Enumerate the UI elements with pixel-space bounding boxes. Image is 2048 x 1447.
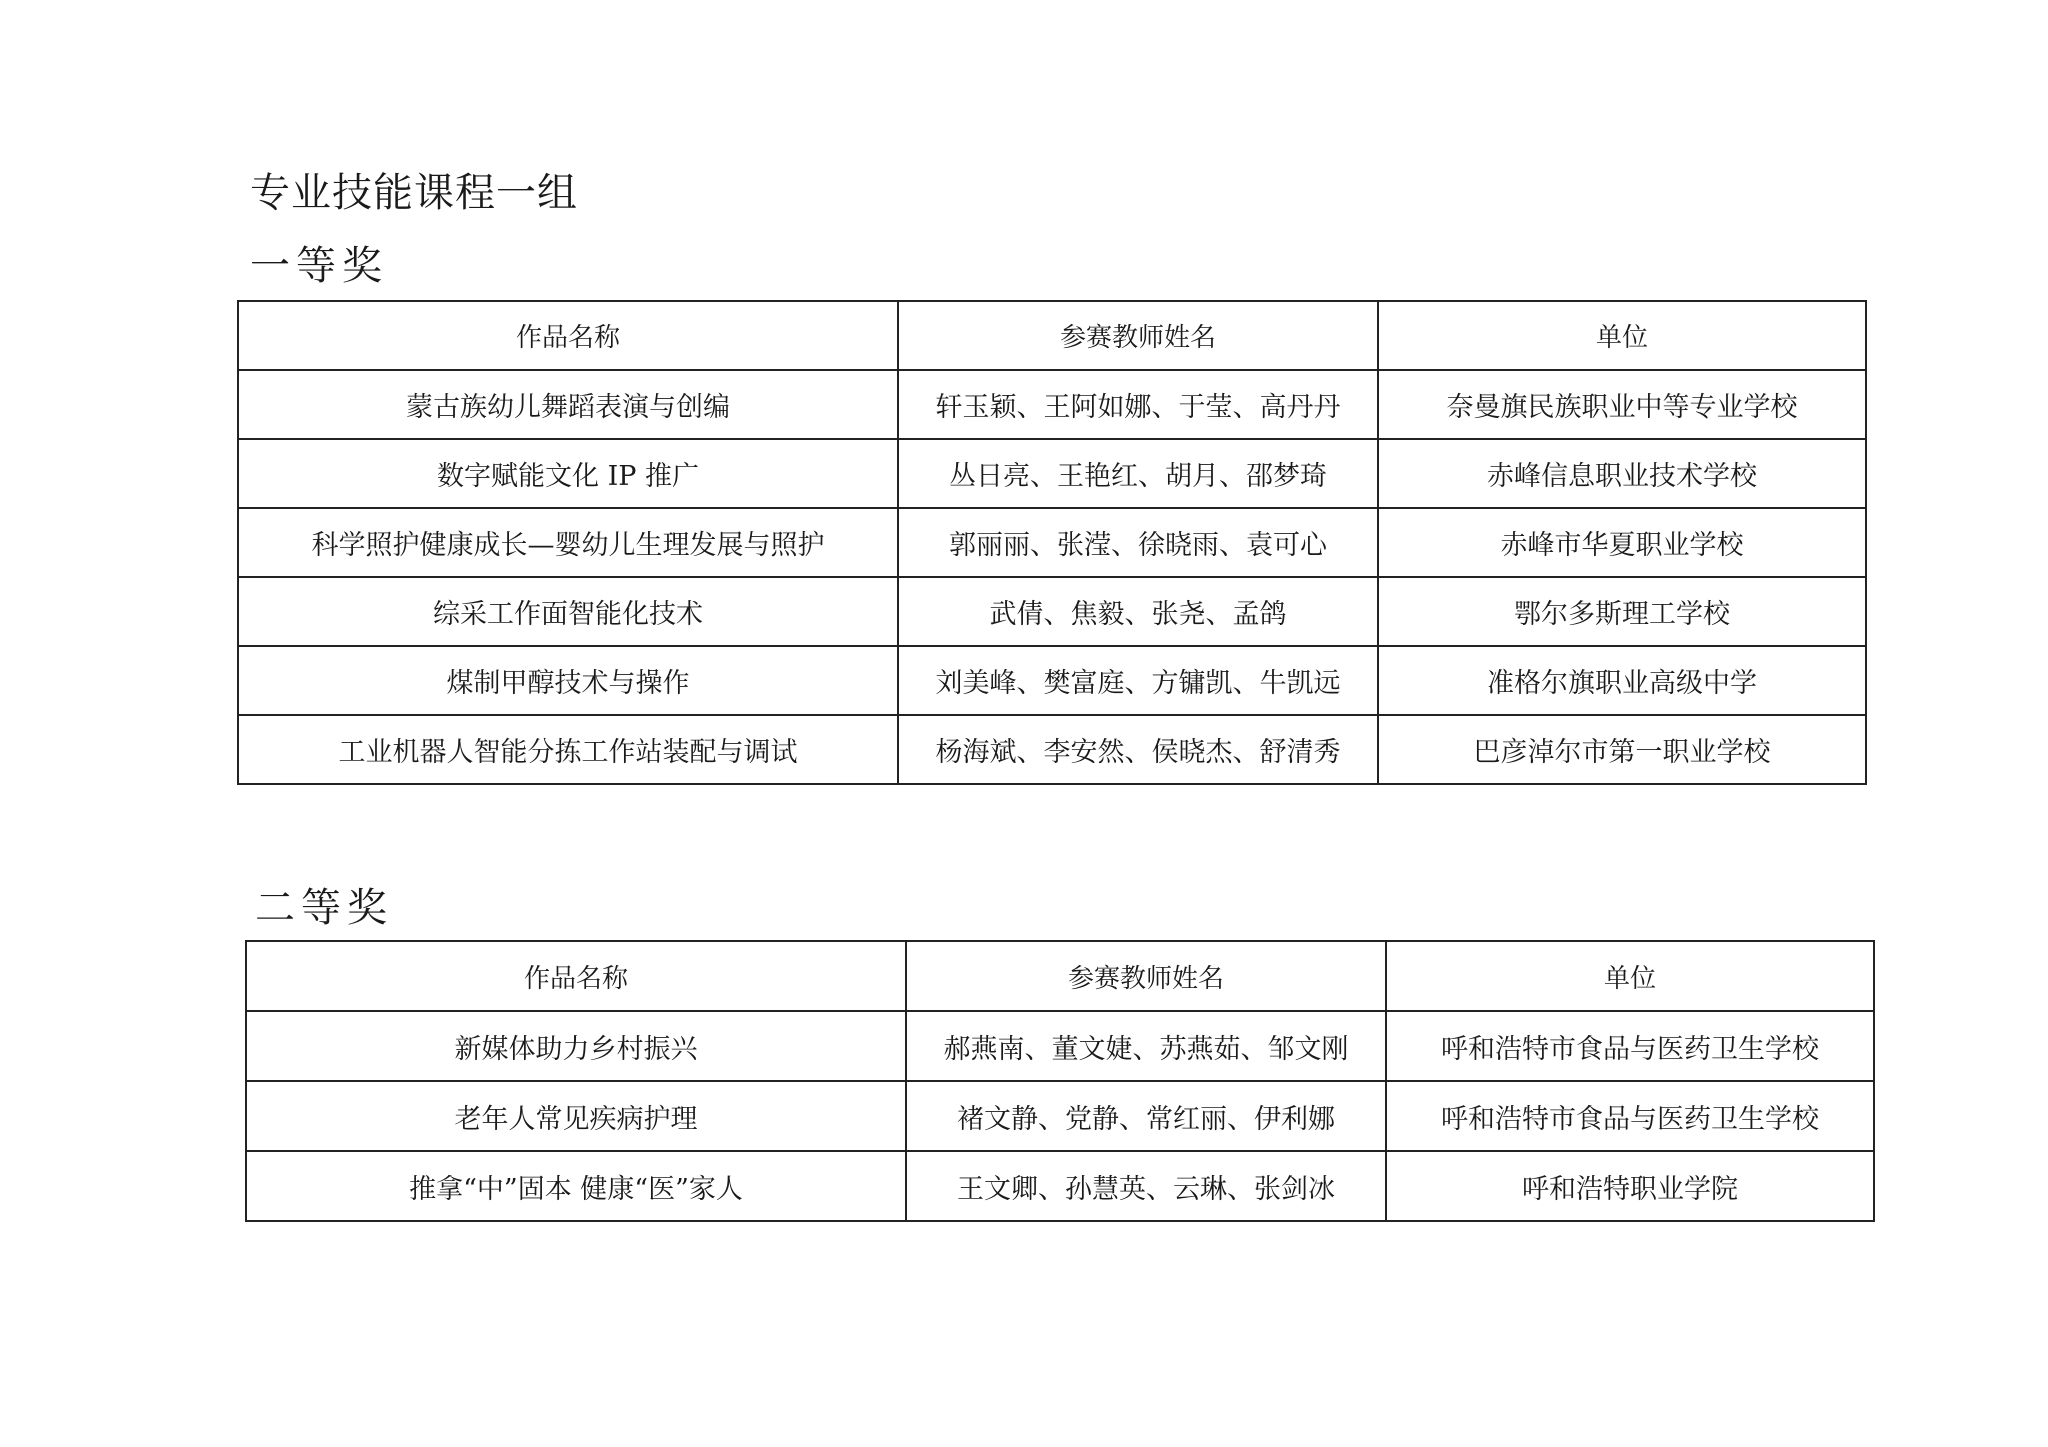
table-row xyxy=(246,1081,1874,1151)
teachers-cell: 王文卿、孙慧英、云琳、张剑冰 xyxy=(906,1151,1386,1221)
table-row xyxy=(238,508,1866,577)
second-prize-table xyxy=(245,940,1875,1222)
work-title-cell: 蒙古族幼儿舞蹈表演与创编 xyxy=(238,370,898,439)
table-row xyxy=(238,577,1866,646)
unit-cell: 准格尔旗职业高级中学 xyxy=(1378,646,1866,715)
work-title-cell: 煤制甲醇技术与操作 xyxy=(238,646,898,715)
work-title-cell: 工业机器人智能分拣工作站装配与调试 xyxy=(238,715,898,784)
column-header-unit: 单位 xyxy=(1378,301,1866,370)
work-title-cell: 科学照护健康成长—婴幼儿生理发展与照护 xyxy=(238,508,898,577)
table-row xyxy=(238,370,1866,439)
table-header-row xyxy=(246,941,1874,1011)
table-row xyxy=(238,715,1866,784)
teachers-cell: 武倩、焦毅、张尧、孟鸽 xyxy=(898,577,1378,646)
teachers-cell: 丛日亮、王艳红、胡月、邵梦琦 xyxy=(898,439,1378,508)
unit-cell: 呼和浩特市食品与医药卫生学校 xyxy=(1386,1011,1874,1081)
column-header-work: 作品名称 xyxy=(238,301,898,370)
page-title: 专业技能课程一组 xyxy=(250,170,578,216)
teachers-cell: 轩玉颖、王阿如娜、于莹、高丹丹 xyxy=(898,370,1378,439)
table-row xyxy=(246,1011,1874,1081)
table-row xyxy=(246,1151,1874,1221)
column-header-work: 作品名称 xyxy=(246,941,906,1011)
work-title-cell: 老年人常见疾病护理 xyxy=(246,1081,906,1151)
teachers-cell: 杨海斌、李安然、侯晓杰、舒清秀 xyxy=(898,715,1378,784)
unit-cell: 鄂尔多斯理工学校 xyxy=(1378,577,1866,646)
teachers-cell: 刘美峰、樊富庭、方镛凯、牛凯远 xyxy=(898,646,1378,715)
table-row xyxy=(238,646,1866,715)
work-title-cell: 综采工作面智能化技术 xyxy=(238,577,898,646)
unit-cell: 呼和浩特职业学院 xyxy=(1386,1151,1874,1221)
table-row xyxy=(238,439,1866,508)
teachers-cell: 郭丽丽、张滢、徐晓雨、袁可心 xyxy=(898,508,1378,577)
first-prize-heading: 一等奖 xyxy=(250,243,388,289)
unit-cell: 巴彦淖尔市第一职业学校 xyxy=(1378,715,1866,784)
column-header-teachers: 参赛教师姓名 xyxy=(898,301,1378,370)
work-title-cell: 数字赋能文化 IP 推广 xyxy=(238,439,898,508)
teachers-cell: 郝燕南、董文婕、苏燕茹、邹文刚 xyxy=(906,1011,1386,1081)
column-header-teachers: 参赛教师姓名 xyxy=(906,941,1386,1011)
work-title-cell: 新媒体助力乡村振兴 xyxy=(246,1011,906,1081)
teachers-cell: 褚文静、党静、常红丽、伊利娜 xyxy=(906,1081,1386,1151)
first-prize-table xyxy=(237,300,1867,785)
second-prize-heading: 二等奖 xyxy=(255,885,393,931)
work-title-cell: 推拿“中”固本 健康“医”家人 xyxy=(246,1151,906,1221)
unit-cell: 赤峰信息职业技术学校 xyxy=(1378,439,1866,508)
unit-cell: 奈曼旗民族职业中等专业学校 xyxy=(1378,370,1866,439)
table-header-row xyxy=(238,301,1866,370)
column-header-unit: 单位 xyxy=(1386,941,1874,1011)
unit-cell: 赤峰市华夏职业学校 xyxy=(1378,508,1866,577)
unit-cell: 呼和浩特市食品与医药卫生学校 xyxy=(1386,1081,1874,1151)
